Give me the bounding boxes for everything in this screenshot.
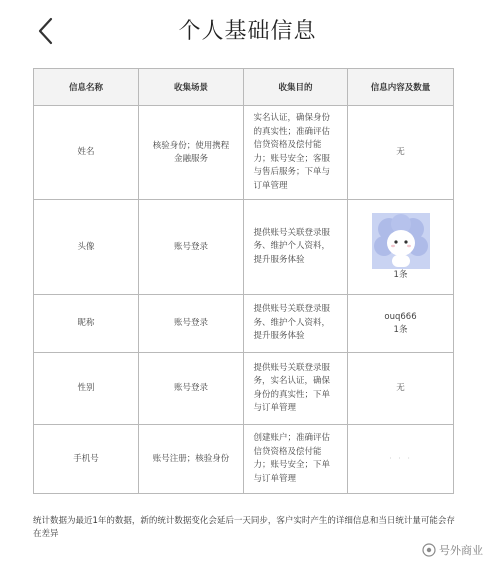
info-table [33,68,454,494]
statistics-footnote: 统计数据为最近1年的数据，新的统计数据变化会延后一天同步，客户实时产生的详细信息和当日统计量可能会存在差异 [33,516,455,539]
cell-name [34,353,139,425]
cell-scene [139,353,244,425]
table-row [34,106,454,200]
cell-purpose [244,295,348,353]
row-name-label: 姓名 [77,147,95,157]
page-title: 个人基础信息 [178,19,317,44]
table-row [34,295,454,353]
cell-name [34,200,139,295]
cell-scene [139,295,244,353]
cell-scene [139,425,244,494]
row-scene-label: 账号登录 [173,383,208,393]
column-header-purpose: 收集目的 [244,69,348,106]
watermark [422,542,483,558]
cell-purpose [244,106,348,200]
avatar-image[interactable] [372,213,430,269]
column-header-scene: 收集场景 [139,69,244,106]
cell-content [348,106,454,200]
cell-content [348,425,454,494]
row-purpose-label: 提供账号关联登录服 务、维护个人资料， 提升服务体验 [253,304,331,342]
cell-scene [139,200,244,295]
header-bar [0,0,495,62]
masked-phone-value: · · · [389,454,412,463]
row-scene-label: 账号登录 [173,241,208,252]
row-purpose-label: 实名认证，确保身份 的真实性；准确评估 信贷资格及偿付能 力；账号安全；客服 与售后服务；下单与 订单管理 [253,113,331,191]
row-scene-label: 核验身份；使用携程 金融服务 [152,140,230,164]
table-header-row [34,69,454,106]
cell-content [348,295,454,353]
row-name-label: 头像 [77,241,95,252]
row-name-label: 手机号 [73,453,99,464]
row-scene-label: 账号登录 [173,318,208,328]
table-row [34,200,454,295]
cell-content [348,200,454,295]
cell-content [348,353,454,425]
cell-name [34,106,139,200]
brand-logo-icon [422,543,436,557]
column-header-content: 信息内容及数量 [348,69,454,106]
table-row [34,353,454,425]
cell-purpose [244,425,348,494]
row-purpose-label: 创建账户；准确评估 信贷资格及偿付能 力；账号安全；下单 与订单管理 [253,433,331,484]
row-content-label: 无 [396,383,405,393]
row-name-label: 昵称 [77,318,95,328]
row-content-label: ouq666 1条 [384,311,417,335]
cell-purpose [244,353,348,425]
cell-purpose [244,200,348,295]
column-header-info-name: 信息名称 [34,69,139,106]
avatar-content [372,213,430,282]
cell-name [34,425,139,494]
watermark-text: 号外商业 [439,544,483,557]
row-name-label: 性别 [77,383,95,393]
row-content-label: 无 [396,147,405,157]
row-content-label: 1条 [393,269,408,280]
row-purpose-label: 提供账号关联登录服 务，实名认证，确保 身份的真实性；下单 与订单管理 [253,362,331,413]
cell-name [34,295,139,353]
cell-scene [139,106,244,200]
row-purpose-label: 提供账号关联登录服 务、维护个人资料， 提升服务体验 [253,227,331,265]
row-scene-label: 账号注册；核验身份 [152,453,230,464]
table-row [34,425,454,494]
